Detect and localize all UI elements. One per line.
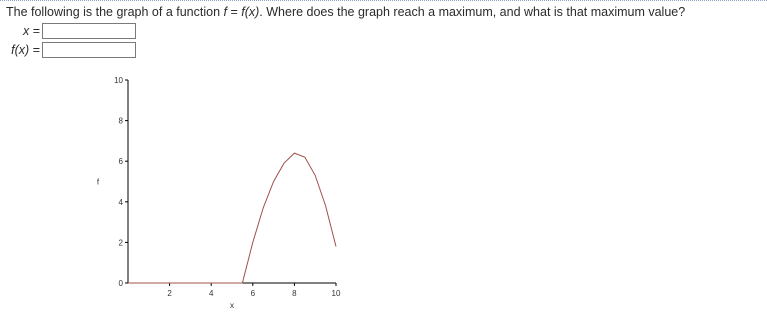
x-tick-label: 6 xyxy=(250,289,256,298)
x-answer-label: x = xyxy=(22,24,40,38)
x-axis-title: x xyxy=(230,301,234,310)
question-eq: = xyxy=(226,5,242,19)
x-tick-label: 10 xyxy=(331,289,341,298)
function-curve xyxy=(128,153,336,283)
question-suffix: . Where does the graph reach a maximum, and what is that maximum value? xyxy=(259,5,686,19)
question-prefix: The following is the graph of a function xyxy=(6,5,224,19)
y-axis-title: f xyxy=(96,177,100,187)
fx-answer-label-var: f(x) xyxy=(11,43,30,57)
x-answer-label-var: x xyxy=(22,24,30,38)
x-tick-label: 8 xyxy=(292,289,297,298)
question-fx: f(x) xyxy=(241,5,260,19)
axes xyxy=(128,80,336,283)
series-lines xyxy=(128,153,336,283)
y-tick-label: 4 xyxy=(118,197,123,207)
y-tick-label: 8 xyxy=(118,116,123,126)
y-tick-label: 10 xyxy=(114,76,123,85)
question-f: f xyxy=(223,5,227,19)
y-tick-label: 2 xyxy=(118,238,123,248)
x-tick-label: 4 xyxy=(208,289,214,298)
fx-answer-label: f(x) = xyxy=(11,43,40,57)
x-tick-label: 2 xyxy=(167,289,172,298)
ticks xyxy=(114,76,341,298)
y-tick-label: 6 xyxy=(118,157,123,167)
y-tick-label: 0 xyxy=(118,279,123,288)
